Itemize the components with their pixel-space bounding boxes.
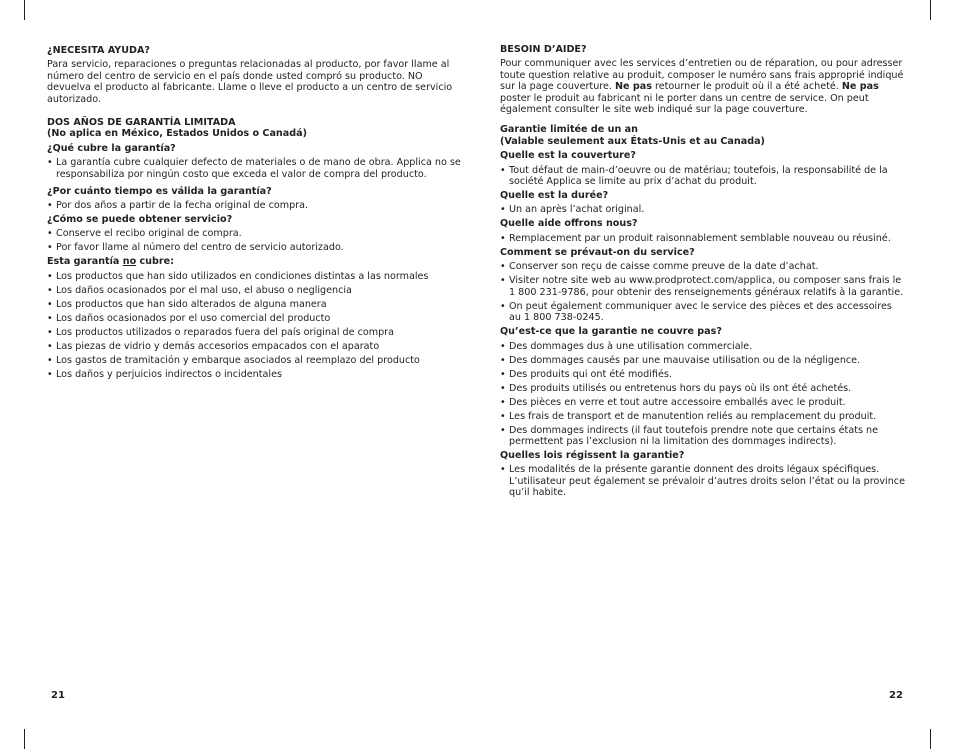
crop-mark-top-right [930,0,931,20]
laws-question: Quelles lois régissent la garantie? [500,449,685,461]
duration-question: ¿Por cuánto tiempo es válida la garantía? [47,185,272,197]
help-bold-part: Ne pas [841,81,879,93]
help-bold-part: Ne pas [615,81,652,93]
list-item: • Conserver son reçu de caisse comme preuve de la date d’achat. [500,261,906,272]
warranty-subheading: (No aplica en México, Estados Unidos o Canadá) [47,128,307,140]
list-item: • Des produits qui ont été modifiés. [500,369,906,380]
help-paragraph: Para servicio, reparaciones o preguntas relacionadas al producto, por favor llame al número del centro de servicio en el país donde usted compró su producto. NO devuelva el producto al fabricante. Llame o lleve el producto a un centro de servicio autorizado. [47,59,453,105]
duration-question: Quelle est la durée? [500,190,609,202]
list-item: • La garantía cubre cualquier defecto de materiales o de mano de obra. Applica no se responsabiliza por ningún costo que exceda el valor de compra del producto. [47,157,461,180]
list-item: • Por favor llame al número del centro de servicio autorizado. [47,242,461,253]
not-covered-suffix: cubre: [136,256,174,268]
page-number-left: 21 [51,690,65,701]
list-item: • Des produits utilisés ou entretenus hors du pays où ils ont été achetés. [500,383,906,394]
list-item: • Los productos utilizados o reparados fuera del país original de compra [47,327,461,338]
service-question: Comment se prévaut-on du service? [500,246,695,258]
list-item: • Tout défaut de main-d’oeuvre ou de matériau; toutefois, la responsabilité de la société Applica se limite au prix d’achat du produit. [500,165,906,188]
list-item: • Des dommages causés par une mauvaise utilisation ou de la négligence. [500,355,906,366]
list-item: • Los productos que han sido alterados de alguna manera [47,299,461,310]
help-heading: BESOIN D’AIDE? [500,44,587,55]
list-item: • Des dommages indirects (il faut toutefois prendre note que certains états ne permettent pas l’exclusion ni la limitation des dommages indirects). [500,425,906,448]
list-item: • Los daños ocasionados por el uso comercial del producto [47,313,461,324]
warranty-subheading: (Valable seulement aux États-Unis et au Canada) [500,135,765,147]
help-heading: ¿NECESITA AYUDA? [47,45,150,56]
not-covered-underlined: no [122,256,137,268]
list-item: • Remplacement par un produit raisonnablement semblable nouveau ou réusiné. [500,233,906,244]
help-question: Quelle aide offrons nous? [500,218,638,230]
list-item: • Por dos años a partir de la fecha original de compra. [47,200,461,211]
list-item: • Visiter notre site web au www.prodprotect.com/applica, ou composer sans frais le 1 800 231-9786, pour obtenir des renseignements généraux relatifs à la garantie. [500,275,906,298]
list-item: • Des pièces en verre et tout autre accessoire emballés avec le produit. [500,397,906,408]
not-covered-prefix: Esta garantía [47,256,123,268]
list-item: • On peut également communiquer avec le service des pièces et des accessoires au 1 800 738-0245. [500,301,906,324]
coverage-question: ¿Qué cubre la garantía? [47,142,176,154]
crop-mark-bottom-right [930,729,931,749]
list-item: • Des dommages dus à une utilisation commerciale. [500,341,906,352]
not-covered-question: Qu’est-ce que la garantie ne couvre pas? [500,326,722,338]
list-item: • Les frais de transport et de manutention reliés au remplacement du produit. [500,411,906,422]
list-item: • Los productos que han sido utilizados en condiciones distintas a las normales [47,271,461,282]
page-number-right: 22 [889,690,903,701]
list-item: • Los daños y perjuicios indirectos o incidentales [47,369,461,380]
help-text-part: poster le produit au fabricant ni le porter dans un centre de service. On peut également consulter le site web indiqué sur la page couverture. [500,92,869,116]
french-warranty-column [500,44,906,501]
list-item: • Conserve el recibo original de compra. [47,228,461,239]
crop-mark-bottom-left [24,729,25,749]
spanish-warranty-column [47,45,461,383]
help-text-part: retourner le produit où il a été acheté. [651,81,842,93]
help-text-part: Pour communiquer avec les services d’entretien ou de réparation, ou pour adresser toute question relative au produit, composer le numéro sans frais approprié indiqué sur la page couverture. [500,58,904,93]
not-covered-heading [47,256,461,267]
service-question: ¿Cómo se puede obtener servicio? [47,214,233,226]
list-item: • Las piezas de vidrio y demás accesorios empacados con el aparato [47,341,461,352]
list-item: • Los gastos de tramitación y embarque asociados al reemplazo del producto [47,355,461,366]
crop-mark-top-left [24,0,25,20]
coverage-question: Quelle est la couverture? [500,150,636,162]
warranty-heading: Garantie limitée de un an [500,124,638,136]
list-item: • Les modalités de la présente garantie donnent des droits légaux spécifiques. L’utilisateur peut également se prévaloir d’autres droits selon l’état ou la province qu’il habite. [500,464,906,498]
help-paragraph [500,58,906,115]
list-item: • Un an après l’achat original. [500,204,906,215]
warranty-heading: DOS AÑOS DE GARANTÍA LIMITADA [47,117,236,129]
list-item: • Los daños ocasionados por el mal uso, el abuso o negligencia [47,285,461,296]
